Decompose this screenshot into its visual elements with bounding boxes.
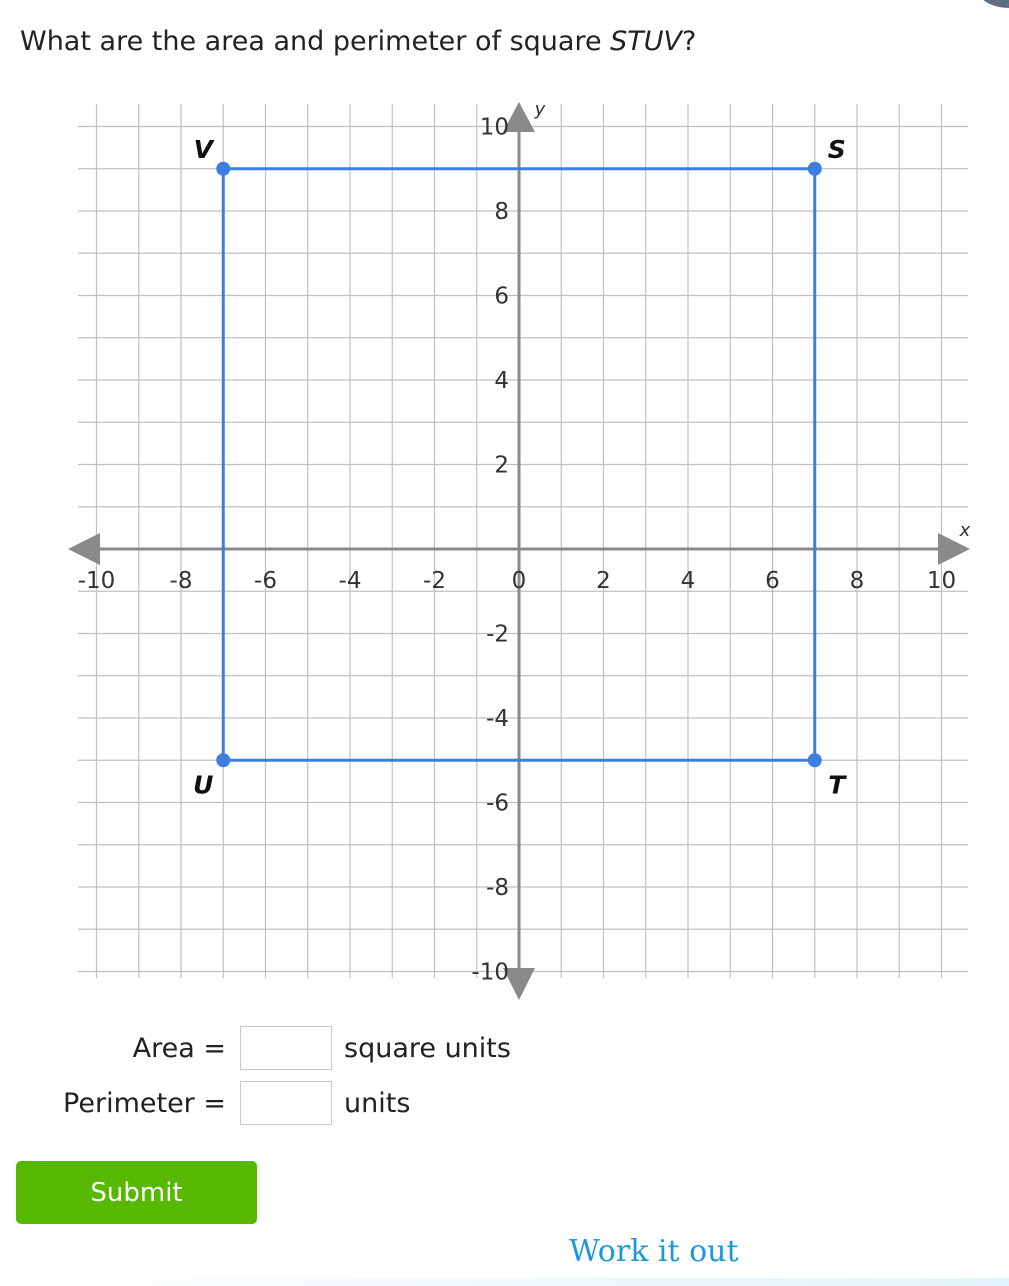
y-axis-label: y	[534, 99, 546, 120]
y-tick-label: -4	[486, 706, 509, 732]
vertex-label-u: U	[193, 770, 214, 800]
x-tick-label: 0	[511, 568, 527, 594]
work-it-out-link[interactable]: Work it out	[569, 1234, 739, 1269]
vertex-label-v: V	[193, 134, 213, 164]
y-tick-label: -10	[471, 959, 509, 986]
y-tick-label: 4	[494, 368, 509, 394]
question-shape-name: STUV	[610, 26, 683, 57]
x-axis-label: x	[959, 520, 971, 541]
perimeter-label: Perimeter =	[63, 1087, 226, 1119]
y-tick-label: 6	[494, 283, 509, 310]
x-tick-label: -10	[77, 568, 116, 594]
vertex-point-t	[808, 753, 822, 767]
area-label: Area =	[132, 1032, 226, 1064]
y-tick-label: 8	[494, 199, 509, 225]
x-tick-label: -6	[254, 568, 277, 594]
grid-lines	[78, 104, 968, 978]
vertex-point-u	[216, 753, 230, 767]
area-input[interactable]	[240, 1026, 332, 1070]
x-tick-label: 10	[926, 568, 957, 594]
bottom-divider	[0, 1278, 1009, 1286]
y-tick-label: -2	[486, 621, 509, 648]
x-tick-label: 6	[765, 568, 780, 594]
question-prefix: What are the area and perimeter of square	[20, 26, 611, 57]
y-tick-label: 2	[494, 452, 509, 479]
vertex-label-t: T	[828, 770, 846, 800]
x-tick-label: -8	[169, 568, 193, 594]
submit-button[interactable]: Submit	[16, 1161, 257, 1224]
perimeter-row	[0, 1081, 410, 1125]
vertex-point-s	[808, 162, 822, 176]
y-tick-label: -8	[486, 875, 509, 901]
x-tick-label: -2	[423, 568, 446, 594]
x-tick-label: 2	[596, 568, 611, 594]
question-suffix: ?	[682, 26, 697, 57]
axes	[68, 99, 971, 1000]
x-tick-label: 8	[849, 568, 865, 594]
perimeter-unit: units	[344, 1087, 411, 1119]
vertex-point-v	[216, 162, 230, 176]
y-tick-label: -6	[486, 790, 509, 817]
vertex-label-s: S	[827, 134, 846, 164]
x-tick-label: -4	[338, 568, 362, 594]
y-tick-label: 10	[479, 114, 509, 141]
x-tick-label: 4	[680, 568, 696, 594]
perimeter-input[interactable]	[240, 1081, 332, 1125]
area-unit: square units	[344, 1032, 511, 1064]
x-axis-left-arrow	[68, 533, 100, 565]
area-row	[0, 1026, 511, 1070]
